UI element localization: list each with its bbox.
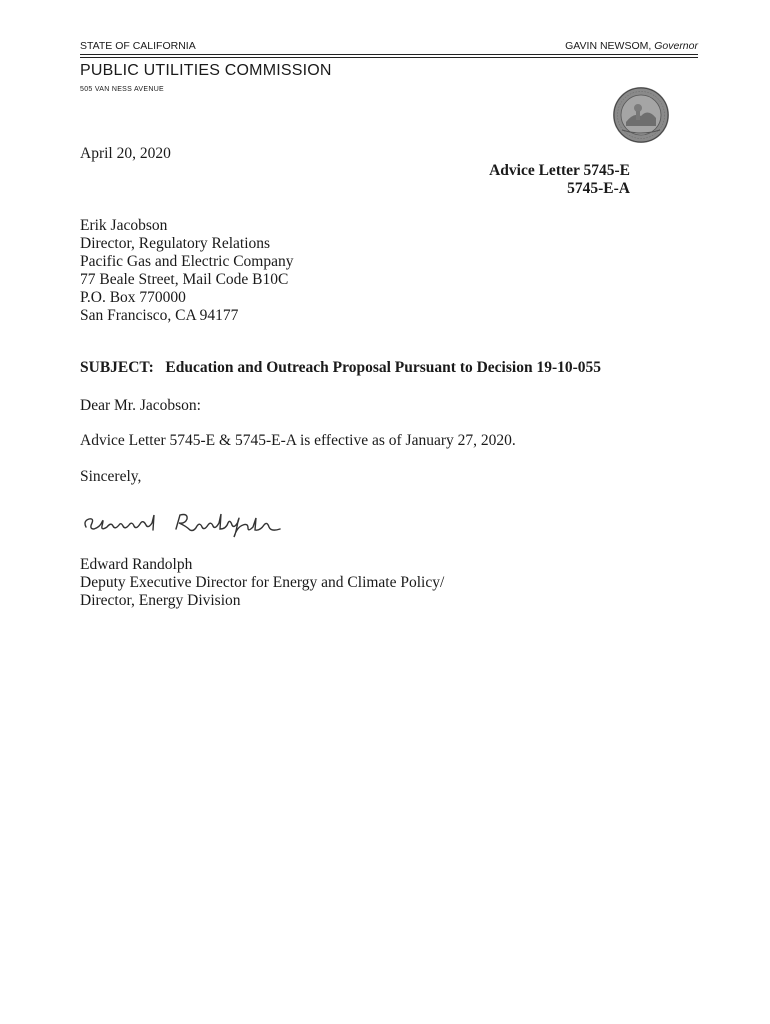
- recipient-name: Erik Jacobson: [80, 217, 168, 234]
- salutation: Dear Mr. Jacobson:: [80, 397, 201, 414]
- effective-statement: Advice Letter 5745-E & 5745-E-A is effective as of January 27, 2020.: [80, 432, 516, 449]
- recipient-po-box: P.O. Box 770000: [80, 289, 186, 306]
- agency-name: PUBLIC UTILITIES COMMISSION: [80, 62, 332, 79]
- letter-subject: SUBJECT: Education and Outreach Proposal Pursuant to Decision 19-10-055: [80, 359, 602, 376]
- recipient-city: San Francisco, CA 94177: [80, 307, 239, 324]
- state-name: STATE OF CALIFORNIA: [80, 40, 196, 52]
- advice-letter-line2: 5745-E-A: [567, 180, 630, 197]
- agency-address: 505 VAN NESS AVENUE: [80, 86, 165, 93]
- recipient-title: Director, Regulatory Relations: [80, 235, 271, 252]
- governor-line: [565, 40, 698, 52]
- signer-block: [80, 556, 444, 610]
- header-rule-bottom: [80, 57, 698, 58]
- closing: Sincerely,: [80, 468, 142, 485]
- recipient-street: 77 Beale Street, Mail Code B10C: [80, 271, 289, 288]
- handwritten-signature: [80, 505, 290, 541]
- advice-letter-line1: Advice Letter 5745-E: [489, 162, 630, 179]
- governor-title: Governor: [654, 40, 698, 52]
- recipient-company: Pacific Gas and Electric Company: [80, 253, 294, 270]
- signer-division: Director, Energy Division: [80, 592, 241, 609]
- state-seal-icon: [612, 86, 670, 144]
- signer-title: Deputy Executive Director for Energy and Climate Policy/: [80, 574, 445, 591]
- governor-name: GAVIN NEWSOM,: [565, 40, 652, 52]
- signer-name: Edward Randolph: [80, 556, 193, 573]
- advice-letter-reference: [489, 162, 630, 198]
- header-rule-top: [80, 54, 698, 55]
- letter-date: April 20, 2020: [80, 145, 171, 162]
- recipient-address: [80, 217, 293, 325]
